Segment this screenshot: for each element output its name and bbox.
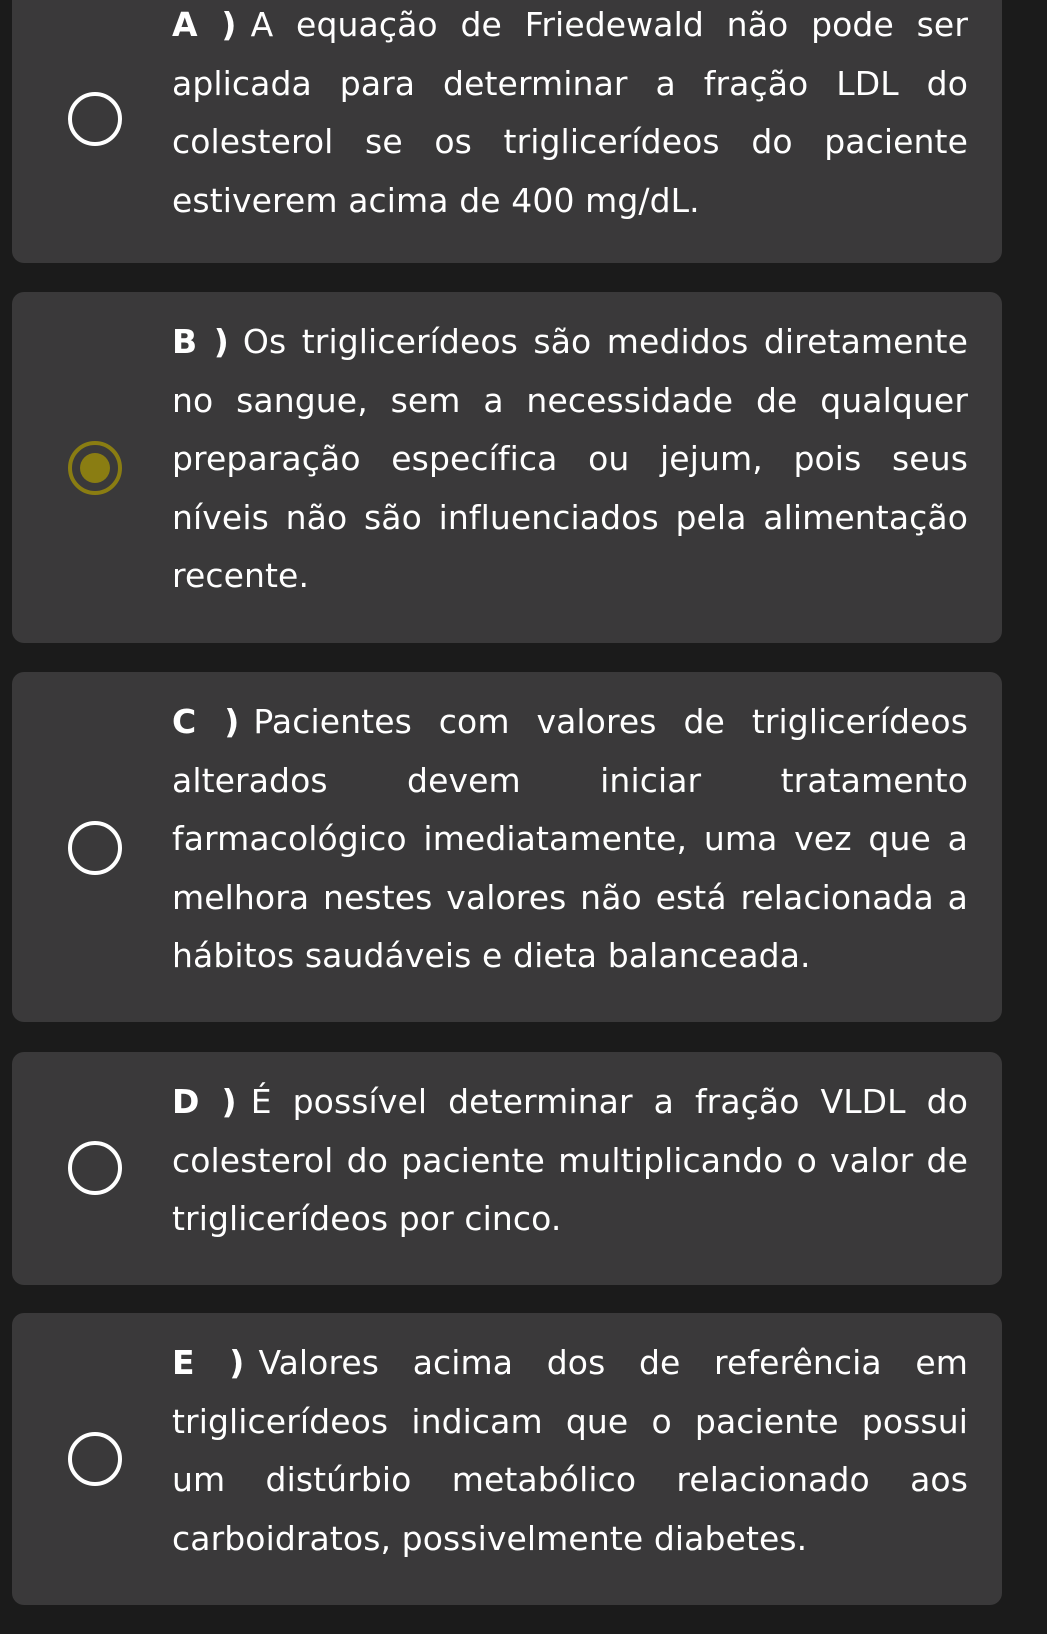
option-e[interactable]	[12, 1313, 1002, 1605]
option-a-body: A equação de Friedewald não pode ser aplicada para determinar a fração LDL do colesterol se os triglicerídeos do paciente estiverem acima de 400 mg/dL.	[172, 5, 969, 220]
option-d-letter: D )	[172, 1082, 237, 1121]
option-d-body: É possível determinar a fração VLDL do colesterol do paciente multiplicando o valor de triglicerídeos por cinco.	[172, 1082, 969, 1238]
radio-button-c[interactable]	[68, 821, 122, 875]
option-c[interactable]	[12, 672, 1002, 1022]
radio-button-e[interactable]	[68, 1432, 122, 1486]
radio-button-d[interactable]	[68, 1141, 122, 1195]
option-a[interactable]	[12, 0, 1002, 263]
option-b-letter: B )	[172, 322, 229, 361]
option-b[interactable]	[12, 292, 1002, 643]
option-b-body: Os triglicerídeos são medidos diretamente no sangue, sem a necessidade de qualquer preparação específica ou jejum, pois seus níveis não são influenciados pela alimentação recente.	[172, 322, 968, 595]
option-e-body: Valores acima dos de referência em triglicerídeos indicam que o paciente possui um distúrbio metabólico relacionado aos carboidratos, possivelmente diabetes.	[172, 1343, 968, 1558]
option-c-letter: C )	[172, 702, 240, 741]
option-e-text	[172, 1334, 968, 1568]
option-e-letter: E )	[172, 1343, 245, 1382]
option-c-body: Pacientes com valores de triglicerídeos alterados devem iniciar tratamento farmacológico imediatamente, uma vez que a melhora nestes valores não está relacionada a hábitos saudáveis e dieta balanceada.	[172, 702, 968, 975]
option-a-letter: A )	[172, 5, 237, 44]
radio-selected-dot	[80, 453, 110, 483]
option-c-text	[172, 693, 968, 986]
option-d-text	[172, 1073, 968, 1249]
radio-button-b-selected[interactable]	[68, 441, 122, 495]
option-d[interactable]	[12, 1052, 1002, 1285]
radio-button-a[interactable]	[68, 92, 122, 146]
option-b-text	[172, 313, 968, 606]
option-a-text	[172, 0, 968, 230]
